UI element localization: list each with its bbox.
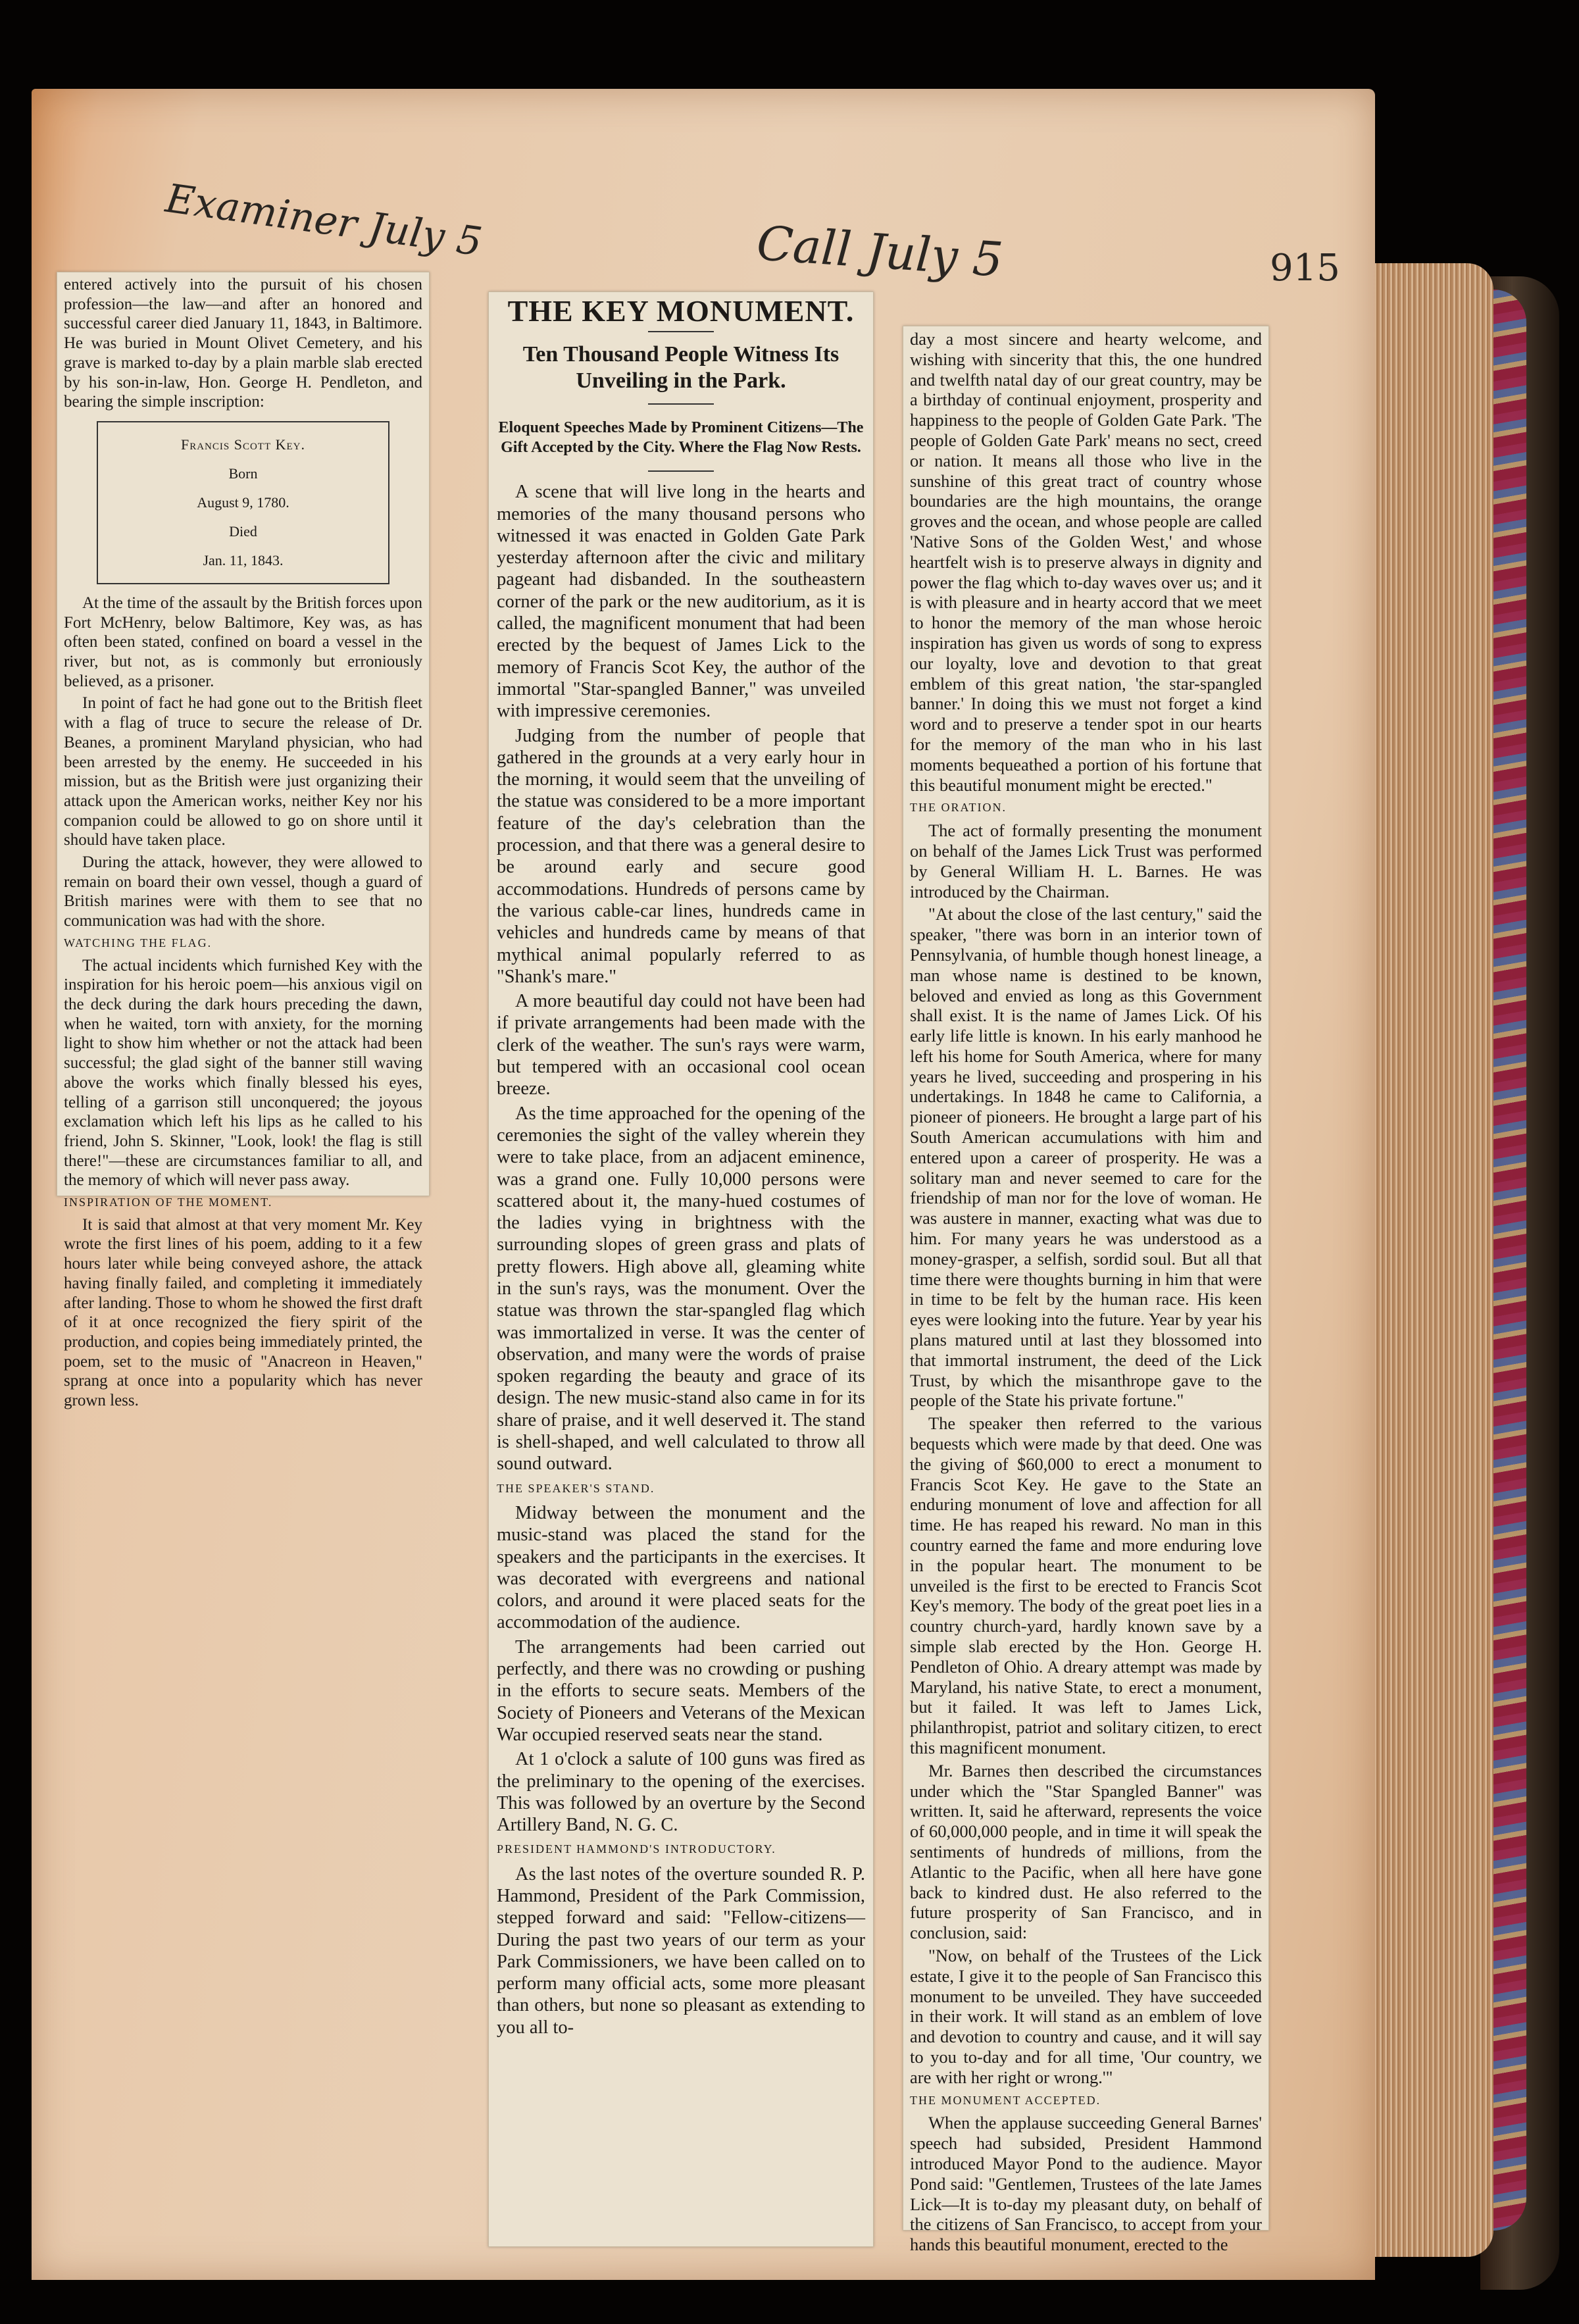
- right-paragraph-6: "Now, on behalf of the Trustees of the Lick estate, I give it to the people of San Francisco this monument to be unveiled. They have succeeded in their work. It will stand as an emblem of love and devotion to country and cause, and it will say to you to-day and for all time, 'Our country, we are with her right or wrong.'": [910, 1945, 1262, 2087]
- handwritten-call-note: Call July 5: [755, 215, 1005, 288]
- left-paragraph-2: In point of fact he had gone out to the British fleet with a flag of truce to secure the release of Dr. Beanes, a prominent Maryland physician, who had been arrested by the enemy. He succeeded in his mission, but as the British were just organizing their attack upon the American works, neither Key nor his companion could be allowed to go on shore until it should have taken place.: [64, 694, 422, 849]
- inscription-born-date: August 9, 1780.: [197, 493, 289, 511]
- middle-paragraph-8: As the last notes of the overture sounded R. P. Hammond, President of the Park Commission, stepped forward and said: "Fellow-citizens—During the past two years of our term as your Park Commissioners, we have been called on to perform many official acts, some more pleasant than others, but none so pleasant as extending to you all to-: [497, 1863, 865, 2038]
- middle-paragraph-3: A more beautiful day could not have been had if private arrangements had been made with the clerk of the weather. The sun's rays were warm, but tempered with an occasional cool ocean breeze.: [497, 991, 865, 1099]
- inscription-born-label: Born: [228, 465, 258, 482]
- left-paragraph-1: At the time of the assault by the British forces upon Fort McHenry, below Baltimore, Key was, as has often been stated, confined on board a vessel in the river, but not, as is commonly but erroniously believed, as a prisoner.: [64, 594, 422, 690]
- middle-paragraph-4: As the time approached for the opening of the ceremonies the sight of the valley wherein they were to take place, from an adjacent eminence, was a grand one. Fully 10,000 persons were scattered about it, the many-hued costumes of the ladies vying in brightness with the surrounding slopes of green grass and plats of pretty flowers. High above all, gleaming white in the sun's rays, was the monument. Over the statue was thrown the star-spangled flag which was immortalized in verse. It was the center of observation, and many were the words of praise spoken regarding the beauty and grace of its design. The new music-stand also came in for its share of praise, and it well deserved it. The stand is shell-shaped, and well calculated to throw all sound outward.: [497, 1103, 865, 1475]
- title-rule: [648, 331, 714, 332]
- middle-heading-speakers-stand: THE SPEAKER'S STAND.: [497, 1481, 655, 1495]
- right-paragraph-7: When the applause succeeding General Barnes' speech had subsided, President Hammond introduced Mayor Pond to the audience. Mayor Pond said: "Gentlemen, Trustees of the late James Lick—It is to-day my pleasant duty, on behalf of the citizens of San Francisco, to accept from your hands this beautiful monument, erected to the: [910, 2113, 1262, 2255]
- subdeck-rule: [648, 470, 714, 472]
- right-paragraph-3: "At about the close of the last century," said the speaker, "there was born in an interior town of Pennsylvania, of humble though honest lineage, a man whose name is destined to be known, beloved and envied as long as this Government shall exist. It is the name of James Lick. Of his early life little is known. In his early manhood he left his home for South America, where for many years he lived, succeeding and prospering in his undertakings. In 1848 he came to California, a pioneer of pioneers. He brought a large part of his South American accumulations with him and entered upon a career of prosperity. He was a solitary man and never seemed to care for the friendship of man nor for the love of woman. He was austere in manner, exacting what was due to him. For many years he was understood as a money-grasper, a selfish, sordid soul. But all that time there were thoughts burning in him that were in time to be felt by the human race. His keen eyes were looking into the future. Year by year his plans matured until at last they blossomed into that immortal instrument, the deed of the Lick Trust, by which the misanthrope gave to the people of the State his private fortune.": [910, 904, 1262, 1411]
- handwritten-page-number: 915: [1270, 247, 1340, 290]
- middle-paragraph-5: Midway between the monument and the music-stand was placed the stand for the speakers and the participants in the exercises. It was decorated with evergreens and national colors, and around it were placed seats for the accommodation of the audience.: [497, 1502, 865, 1633]
- middle-clipping: [488, 291, 874, 2247]
- right-clipping: [903, 326, 1269, 2255]
- right-heading-oration: THE ORATION.: [910, 801, 1007, 815]
- deck-rule: [648, 403, 714, 405]
- left-clipping: [57, 272, 430, 1410]
- middle-heading-hammond: PRESIDENT HAMMOND'S INTRODUCTORY.: [497, 1842, 776, 1856]
- right-paragraph-4: The speaker then referred to the various bequests which were made by that deed. One was the giving of $60,000 to erect a monument to Francis Scot Key. He gave to the State an enduring monument of love and affection for all time. He has reaped his reward. No man in this country earned the fame and more enduring love in the popular heart. The monument to be unveiled is the first to be erected to Francis Scot Key's memory. The body of the great poet lies in a country church-yard, hardly known save by a simple slab erected by the Hon. George H. Pendleton of Ohio. A dreary attempt was made by Maryland, his native State, to erect a monument, but it failed. It was left to James Lick, philanthropist, patriot and solitary citizen, to erect this magnificent monument.: [910, 1413, 1262, 1757]
- handwritten-examiner-note: Examiner July 5: [163, 175, 485, 266]
- inscription-box: [97, 421, 389, 584]
- middle-paragraph-1: A scene that will live long in the hearts and memories of the many thousand persons who witnessed it was enacted in Golden Gate Park yesterday afternoon after the civic and military pageant had disbanded. In the southeastern corner of the park or the new auditorium, as it is called, the magnificent monument that had been erected by the bequest of James Lick to the memory of Francis Scot Key, the author of the immortal "Star-spangled Banner," was unveiled with impressive ceremonies.: [497, 482, 865, 722]
- inscription-died-label: Died: [229, 522, 257, 540]
- right-paragraph-5: Mr. Barnes then described the circumstances under which the "Star Spangled Banner" was written. It, said he afterward, represents the voice of 60,000,000 people, and in time it will speak the sentiments of hundreds of millions, from the Atlantic to the Pacific, when all here have gone back to kindred dust. He also referred to the future prosperity of San Francisco, and in conclusion, said:: [910, 1760, 1262, 1943]
- inscription-died-date: Jan. 11, 1843.: [203, 551, 284, 568]
- middle-paragraph-7: At 1 o'clock a salute of 100 guns was fired as the preliminary to the opening of the exercises. This was followed by an overture by the Second Artillery Band, N. G. C.: [497, 1749, 865, 1836]
- left-heading-watching: WATCHING THE FLAG.: [64, 936, 213, 949]
- article-subdeck: Eloquent Speeches Made by Prominent Citizens—The Gift Accepted by the City. Where the Flag Now Rests.: [498, 419, 864, 457]
- left-paragraph-3: During the attack, however, they were allowed to remain on board their own vessel, though a guard of British marines were with them to see that no communication was had with the shore.: [64, 853, 422, 930]
- left-intro: entered actively into the pursuit of his chosen profession—the law—and after an honored and successful career died January 11, 1843, in Baltimore. He was buried in Mount Olivet Cemetery, and his grave is marked to-day by a plain marble slab erected by his son-in-law, Hon. George H. Pendleton, and bearing the simple inscription:: [64, 276, 422, 411]
- right-paragraph-1: day a most sincere and hearty welcome, and wishing with sincerity that this, the one hundred and twelfth natal day of our great country, may be a birthday of continual enjoyment, prosperity and happiness to the people of Golden Gate Park. 'The people of Golden Gate Park' means no sect, creed or nation. It means all those who live in the sunshine of this great tract of country whose boundaries are the high mountains, the orange groves and the ocean, and whose people are called 'Native Sons of the Golden West,' and whose heartfelt wish is to preserve always in dignity and power the flag which to-day waves over us; and it is with pleasure and in hearty accord that we meet to honor the memory of the man whose heroic inspiration has given us words of song to express our loyalty, love and devotion to that great emblem of this great nation, 'the star-spangled banner.' In doing this we must not forget a kind word and to preserve a tender spot in our hearts for the memory of the man who in his last moments bequeathed a portion of his fortune that this beautiful monument might be erected.": [910, 329, 1262, 795]
- middle-paragraph-6: The arrangements had been carried out perfectly, and there was no crowding or pushing in the efforts to secure seats. Members of the Society of Pioneers and Veterans of the Mexican War occupied reserved seats near the stand.: [497, 1636, 865, 1745]
- left-paragraph-4: The actual incidents which furnished Key with the inspiration for his heroic poem—his anxious vigil on the deck during the dark hours preceding the dawn, when he waited, torn with anxiety, for the morning light to show him whether or not the attack had been successful; the glad sight of the banner still waving above the works which finally blessed his eyes, telling of a garrison still unconquered; the joyous exclamation which left his lips as he called to his friend, John S. Skinner, "Look, look! the flag is still there!"—these are circumstances familiar to all, and the memory of which will never pass away.: [64, 956, 422, 1190]
- middle-paragraph-2: Judging from the number of people that gathered in the grounds at a very early hour in the morning, it would seem that the unveiling of the statue was considered to be a more important feature of the day's celebration than the procession, and that there was a general desire to be around early and secure good accommodations. Hundreds of persons came by the various cable-car lines, hundreds came in vehicles and hundreds came by means of that mythical animal popularly referred to as "Shank's mare.": [497, 725, 865, 987]
- inscription-name: Francis Scott Key.: [180, 436, 306, 453]
- left-paragraph-5: It is said that almost at that very moment Mr. Key wrote the first lines of his poem, adding to it a few hours later while being conveyed ashore, the attack having finally failed, and completing it immediately after landing. Those to whom he showed the first draft of it at once recognized the fiery spirit of the production, and copies being immediately printed, the poem, set to the music of "Anacreon in Heaven," sprang at once into a popularity which has never grown less.: [64, 1215, 422, 1410]
- article-title: THE KEY MONUMENT.: [507, 294, 855, 328]
- page-block-edge: [1362, 263, 1493, 2257]
- left-heading-inspiration: INSPIRATION OF THE MOMENT.: [64, 1196, 273, 1209]
- article-deck: Ten Thousand People Witness Its Unveiling in the Park.: [522, 342, 840, 393]
- right-heading-accepted: THE MONUMENT ACCEPTED.: [910, 2093, 1101, 2107]
- right-paragraph-2: The act of formally presenting the monument on behalf of the James Lick Trust was performed by General William H. L. Barnes. He was introduced by the Chairman.: [910, 821, 1262, 901]
